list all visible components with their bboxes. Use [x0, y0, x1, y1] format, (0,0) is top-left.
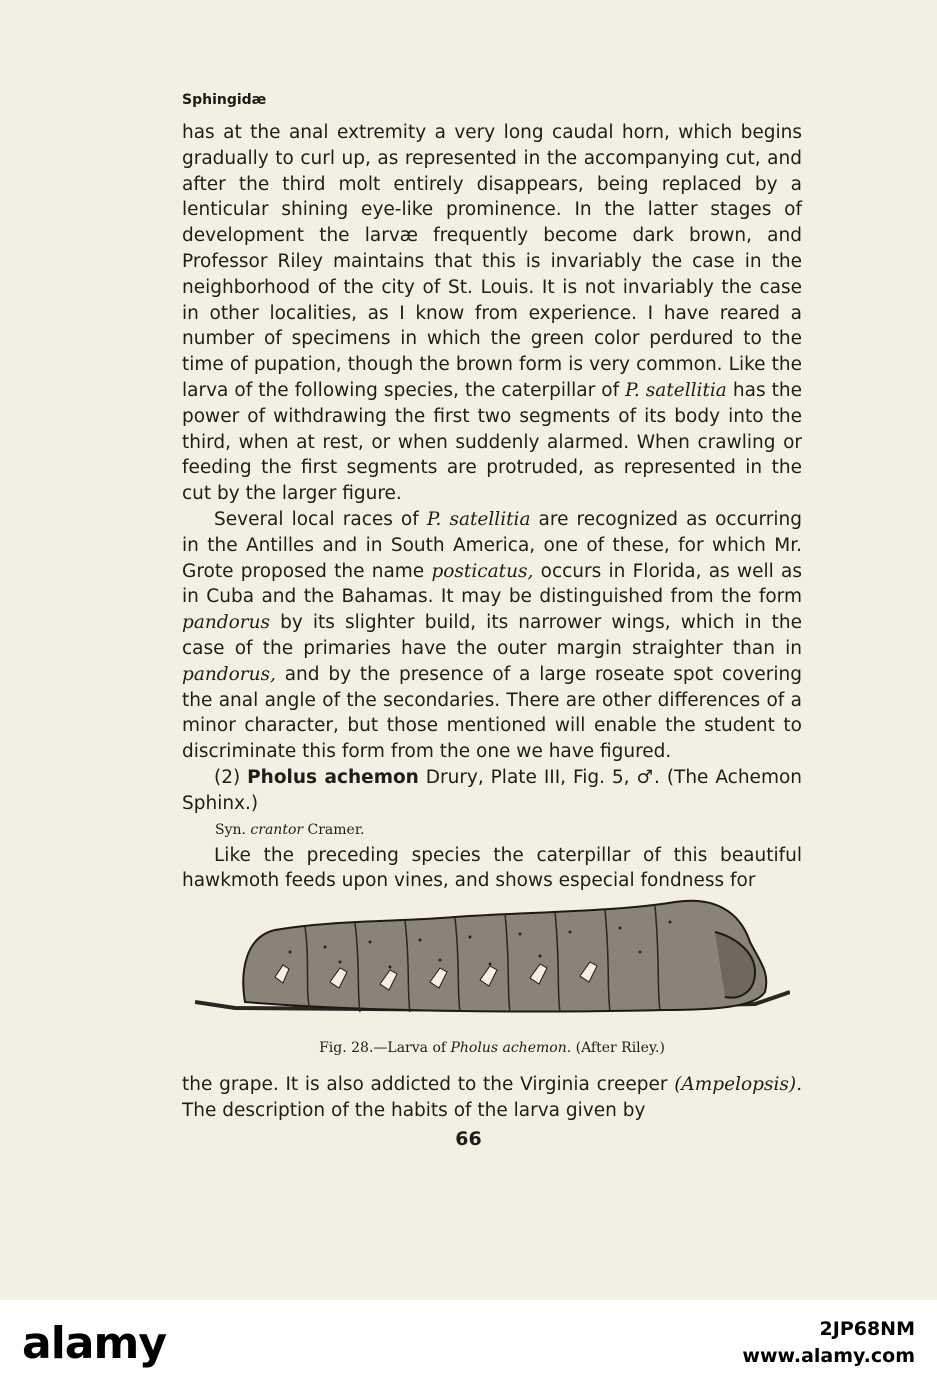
- continued-text-block: [182, 1072, 802, 1124]
- paragraph-5: the grape. It is also addicted to the Virginia creeper (Ampelopsis). The description of the habits of the larva given by: [182, 1074, 802, 1121]
- synonym-line: Syn. crantor Cramer.: [215, 821, 365, 838]
- paragraph-2: Several local races of P. satellitia are recognized as occurring in the Antilles and in South America, one of these, for which Mr. Grote proposed the name posticatus, occurs in Florida, as well as in Cuba and the Bahamas. It may be distinguished from the form pandorus by its slighter build, its narrower wings, which in the case of the primaries have the outer margin straighter than in pandorus, and by the presence of a large roseate spot covering the anal angle of the secondaries. There are other differences of a minor character, but those mentioned will enable the student to discriminate this form from the one we have figured.: [182, 508, 802, 763]
- paragraph-1: has at the anal extremity a very long caudal horn, which begins gradually to curl up, as represented in the accompanying cut, and after the third molt entirely disappears, being replaced by a lenticular shining eye-like prominence. In the latter stages of development the larvæ frequently become dark brown, and Professor Riley maintains that this is invariably the case in the neighborhood of the city of St. Louis. It is not invariably the case in other localities, as I know from experience. I have reared a number of specimens in which the green color perdured to the time of pupation, though the brown form is very common. Like the larva of the following species, the caterpillar of P. satellitia has the power of withdrawing the first two segments of its body into the third, when at rest, or when suddenly alarmed. When crawling or feeding the first segments are protruded, as represented in the cut by the larger figure.: [182, 122, 803, 505]
- watermark-logo: alamy: [22, 1318, 166, 1369]
- page-number: 66: [455, 1128, 482, 1150]
- caterpillar-illustration: [195, 892, 790, 1032]
- main-text-block: [182, 120, 802, 894]
- watermark-image-id: 2JP68NM: [819, 1318, 915, 1340]
- watermark-url: www.alamy.com: [742, 1345, 915, 1367]
- figure-caption: Fig. 28.—Larva of Pholus achemon. (After Riley.): [319, 1040, 665, 1056]
- running-header: Sphingidæ: [182, 92, 267, 108]
- paragraph-4: Like the preceding species the caterpillar of this beautiful hawkmoth feeds upon vines, and shows especial fondness for: [182, 844, 802, 892]
- species-heading: (2) Pholus achemon Drury, Plate III, Fig. 5, ♂. (The Achemon Sphinx.): [182, 766, 803, 814]
